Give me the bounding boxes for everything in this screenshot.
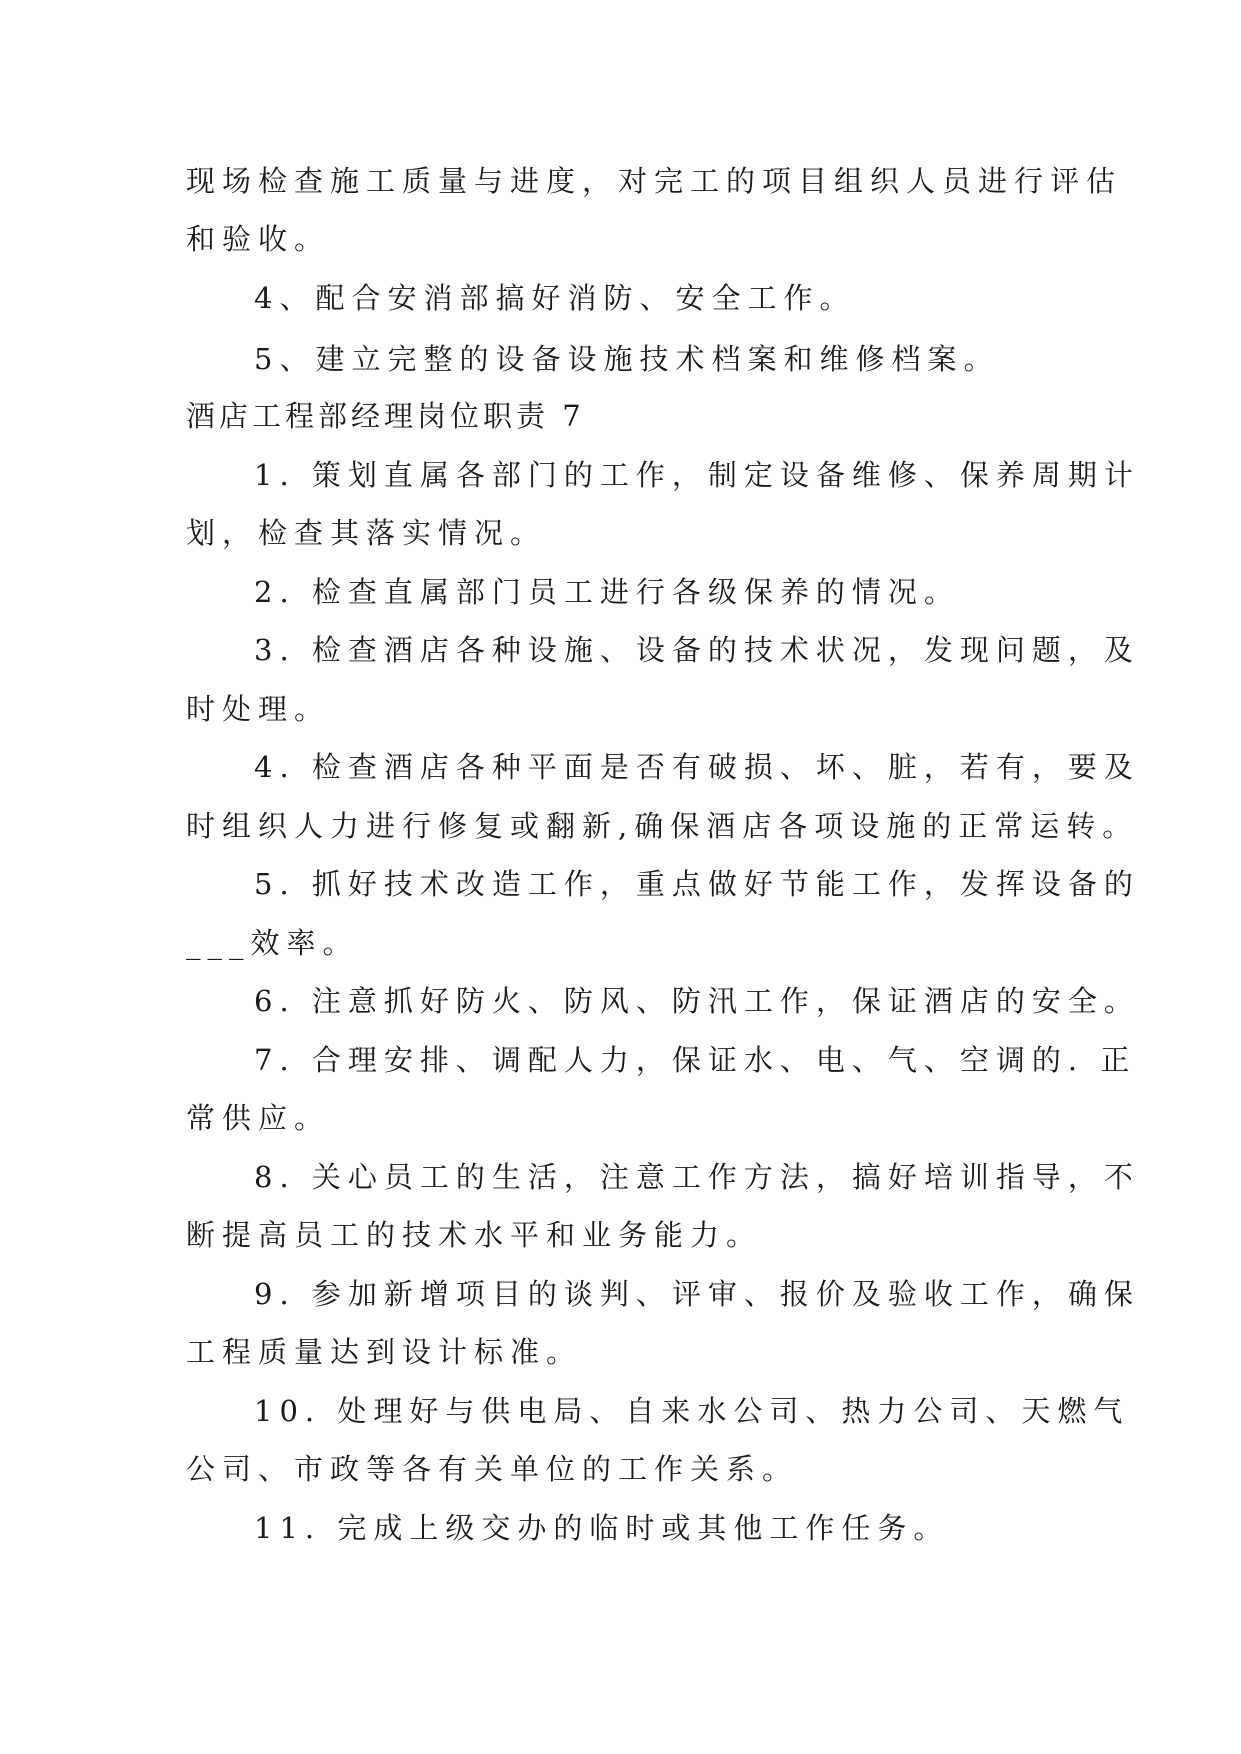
duty-9-line-2: 工程质量达到设计标准。 [186,1335,583,1369]
duty-10-line-2: 公司、市政等各有关单位的工作关系。 [186,1452,799,1486]
body-line-1: 现场检查施工质量与进度，对完工的项目组织人员进行评估 [186,164,1123,198]
duty-4-line-2: 时组织人力进行修复或翻新,确保酒店各项设施的正常运转。 [186,809,1139,843]
duty-4-line-1: 4. 检查酒店各种平面是否有破损、坏、脏，若有，要及 [254,750,1140,784]
duty-3-line-1: 3. 检查酒店各种设施、设备的技术状况，发现问题，及 [254,633,1140,667]
section-heading: 酒店工程部经理岗位职责 7 [186,399,585,433]
duty-2: 2. 检查直属部门员工进行各级保养的情况。 [254,575,960,609]
duty-8-line-1: 8. 关心员工的生活，注意工作方法，搞好培训指导，不 [254,1160,1140,1194]
list-item-4-safety: 4、配合安消部搞好消防、安全工作。 [254,281,856,315]
duty-8-line-2: 断提高员工的技术水平和业务能力。 [186,1218,763,1252]
body-line-2: 和验收。 [186,222,331,256]
duty-3-line-2: 时处理。 [186,692,331,726]
duty-7-line-1: 7. 合理安排、调配人力，保证水、电、气、空调的. 正 [254,1043,1137,1077]
duty-11: 11. 完成上级交办的临时或其他工作任务。 [254,1511,950,1545]
duty-5-line-1: 5. 抓好技术改造工作，重点做好节能工作，发挥设备的 [254,867,1140,901]
duty-1-line-1: 1. 策划直属各部门的工作，制定设备维修、保养周期计 [254,458,1140,492]
duty-5-line-2: ___效率。 [186,926,359,960]
duty-7-line-2: 常供应。 [186,1101,331,1135]
duty-6: 6. 注意抓好防火、防风、防汛工作，保证酒店的安全。 [254,984,1140,1018]
duty-9-line-1: 9. 参加新增项目的谈判、评审、报价及验收工作，确保 [254,1277,1140,1311]
list-item-5-archives: 5、建立完整的设备设施技术档案和维修档案。 [254,342,1000,376]
duty-1-line-2: 划，检查其落实情况。 [186,516,547,550]
duty-10-line-1: 10. 处理好与供电局、自来水公司、热力公司、天燃气 [254,1394,1130,1428]
